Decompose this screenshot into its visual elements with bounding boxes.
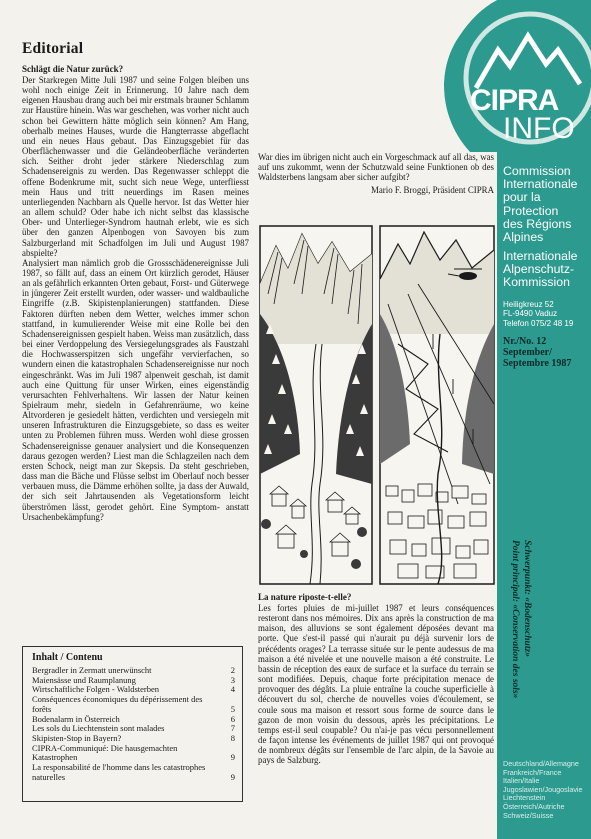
member-countries <box>503 760 583 820</box>
commission-de-line: Alpenschutz- <box>503 262 575 277</box>
address-line: Telefon 075/2 48 19 <box>503 318 574 328</box>
toc-item[interactable] <box>32 763 235 782</box>
issue-number: Nr./No. 12 <box>503 336 547 347</box>
toc-item-title: Conséquences économiques du dépérissement des forêts <box>32 694 203 714</box>
toc-title: Inhalt / Contenu <box>32 652 103 663</box>
toc-item-page: 5 <box>230 703 235 714</box>
focus-fr: Point principal: «Conservation des sols» <box>510 540 520 699</box>
issue-month-fr: Septembre 1987 <box>503 358 572 369</box>
continuation-text: War dies im übrigen nicht auch ein Vorgeschmack auf all das, was auf uns zukommt, wenn der Schutzwald seine Funktionen ob des Waldsterbens langsam aber sicher aufgibt? <box>258 152 494 183</box>
toc-item-title: Bodenalarm in Österreich <box>32 713 120 724</box>
french-article <box>258 592 494 766</box>
toc-item-page: 7 <box>230 723 235 734</box>
french-body: Les fortes pluies de mi-juillet 1987 et leurs conséquences resteront dans nos mémoires. Dix ans après la construction de ma maison, des alluvions se sont également déposées devant ma porte. Que s'est-il passé qui n'aurait pu déjà survenir lors de précédents orages? La terrasse située sur le pente audessus de ma maison a été nivelée et une nouvelle maison a été construite. Le bassin de réception des eaux de surface et la surface du terrain se sont modifiées. Depuis, chaque forte précipitation menace de provoquer des dégâts. La pluie entraîne la couche superficielle à découvert du sol, cherche de nouvelles voies d'écoulement, se coule sous ma maison et ressort sous forme de source dans le gazon de mon voisin du dessous, après les précipitations. Le temps est-il seul coupable? Ou n'ai-je pas vécu personnellement de façon intense les événements de juillet 1987 qui ont provoqué de nombreux dégâts sur l'ensemble de l'arc alpin, de la Savoie au pays de Salzburg. <box>258 603 494 766</box>
commission-line: Protection <box>503 203 559 218</box>
editorial-body-1: Der Starkregen Mitte Juli 1987 und seine Folgen bleiben uns wohl noch einige Zeit in Erinnerung. 10 Jahre nach dem eigenen Hausbau drang auch bei mir erstmals brauner Schlamm zur Haustüre hinein. Was war geschehen, was vorher nicht auch schon bei Gewittern hätte möglich sein können? Am Hang, oberhalb meines Hauses, wurde die Hangterrasse abgeflacht und ein neues Haus gebaut. Das Einzugsgebiet für das Oberflächenwasser und die Geländeoberfläche veränderten sich. Seither droht jeder stärkere Niederschlag zum Schadensereignis zu werden. Das Regenwasser schleppt die offene Bodenkrume mit, sucht sich neue Wege, unterfliesst mein Haus und tritt neuerdings im Rasen meines unterliegenden Nachbarn als Quelle hervor. Ist das Wetter hier an allem schuld? Oder habe ich nicht selbst das klassische Ober- und Unterlieger-Syndrom hautnah erlebt, wie es sich über den ganzen Alpenbogen von Savoyen bis zum Salzburgerland mit Schadfolgen im Juli und August 1987 abspielte? <box>22 75 249 258</box>
issue-month: September/ <box>503 347 552 358</box>
country-item: Jugoslawien/Jougoslavie <box>503 784 583 794</box>
commission-name-fr <box>503 165 578 244</box>
country-item: Schweiz/Suisse <box>503 810 554 820</box>
left-panel-drawing <box>260 226 372 584</box>
editorial-continuation <box>258 152 494 195</box>
editorial-signature: Mario F. Broggi, Präsident CIPRA <box>370 185 494 196</box>
toc-item-page: 3 <box>230 674 235 685</box>
editorial-subhead: Schlägt die Natur zurück? <box>22 64 124 74</box>
focus-de: Schwerpunkt: «Bodenschutz» <box>522 540 532 657</box>
toc-item-title: Maiensässe und Raumplanung <box>32 674 136 685</box>
toc-item-title: CIPRA-Communiqué: Die hausgemachten Katastrophen <box>32 742 178 763</box>
toc-item-title: Bergradler in Zermatt unerwünscht <box>32 665 152 675</box>
address-line: Heiligkreuz 52 <box>503 300 554 309</box>
toc-item-page: 9 <box>230 771 235 782</box>
country-item: Italien/Italie <box>503 776 540 786</box>
editorial-title: Editorial <box>22 40 84 57</box>
right-panel-drawing <box>380 226 494 584</box>
toc-item-page: 9 <box>230 752 235 763</box>
toc-item-title: Skipisten-Stop in Bayern? <box>32 732 122 743</box>
toc-item[interactable] <box>32 744 235 763</box>
commission-line: Commission <box>503 164 571 178</box>
country-item: Österreich/Autriche <box>503 801 565 811</box>
logo-cipra-text: CIPRA <box>470 84 559 117</box>
editorial-body-2: Analysiert man nämlich grob die Grossschädenereignisse Juli 1987, so fällt auf, dass an einem Ort kürzlich gerodet, Häuser an als gefährlich erkannten Orten gebaut, Forst- und Güterwege in jüngerer Zeit erstellt wurden, oder wasser- und waldbauliche Eingriffe (z.B. Skipistenplanierungen) stattfanden. Diese Faktoren dürften neben dem Wetter, welches immer schon stattfand, in kumulierender Weise mit eine Rolle bei den Schadensereignissen gespielt haben. Weiss man zusätzlich, dass bei einer Verdoppelung des Versiegelungsgrades als Faustzahl die Hochwasserspitzen sich ungefähr vervierfachen, so wundern einen die katastrophalen Schadensereignisse nur noch eingeschränkt. Was im Juli 1987 alpenweit geschah, ist damit auch eine Quittung für unser Wirken, eines eigenständig verursachten Fehlverhaltens. Wir lassen der Natur keinen Spielraum mehr, siedeln in Gefahrenräume, wo keine Altvorderen je gesiedelt hätten, verdichten und versiegeln mit unseren Infrastrukturen die Einzugsgebiete, so dass es weiter unten zu Problemen führen muss. Werden wohl diese grossen Schadensereignisse genauer analysiert und die Konsequenzen daraus gezogen werden? Liest man die Schlagzeilen nach dem ersten Schock, neigt man zur Skepsis. Da steht geschrieben, dass man die Bäche und Flüsse selbst im Oberlauf noch besser verbauen muss, die Dämme erhöhen sollte, ja dass der Auwald, der sich seit Jahrtausenden als Vegetationsform leicht überströmen lässt, gerodet gehört. Eine Symptom- anstatt Ursachenbekämpfung? <box>22 257 249 522</box>
logo-info-text: INFO <box>503 112 575 145</box>
toc-item[interactable] <box>32 695 235 714</box>
french-subhead: La nature riposte-t-elle? <box>258 592 352 602</box>
country-item: Frankreich/France <box>503 767 562 777</box>
toc-item-page: 2 <box>230 665 235 675</box>
address-block <box>503 300 573 328</box>
commission-line: pour la <box>503 190 541 205</box>
toc-item-page: 8 <box>230 732 235 743</box>
editorial-column <box>22 40 249 522</box>
toc-item-page: 4 <box>230 684 235 695</box>
country-item: Liechtenstein <box>503 793 546 803</box>
toc-item-title: Les sols du Liechtenstein sont malades <box>32 723 165 734</box>
toc-item-title: La responsabilité de l'homme dans les catastrophes naturelles <box>32 762 206 782</box>
country-item: Deutschland/Allemagne <box>503 759 579 768</box>
table-of-contents <box>22 646 243 802</box>
commission-name-de <box>503 250 578 290</box>
issue-block <box>503 336 571 369</box>
toc-item-page: 6 <box>230 713 235 724</box>
commission-line: Alpines <box>503 230 544 245</box>
alpine-valley-illustration <box>258 224 496 588</box>
commission-line: Internationale <box>503 177 578 192</box>
address-line: FL-9490 Vaduz <box>503 309 558 319</box>
commission-line: des Régions <box>503 216 572 231</box>
commission-de-line: Kommission <box>503 275 570 290</box>
commission-de-line: Internationale <box>503 249 578 263</box>
toc-item-title: Wirtschaftliche Folgen - Waldsterben <box>32 684 159 695</box>
